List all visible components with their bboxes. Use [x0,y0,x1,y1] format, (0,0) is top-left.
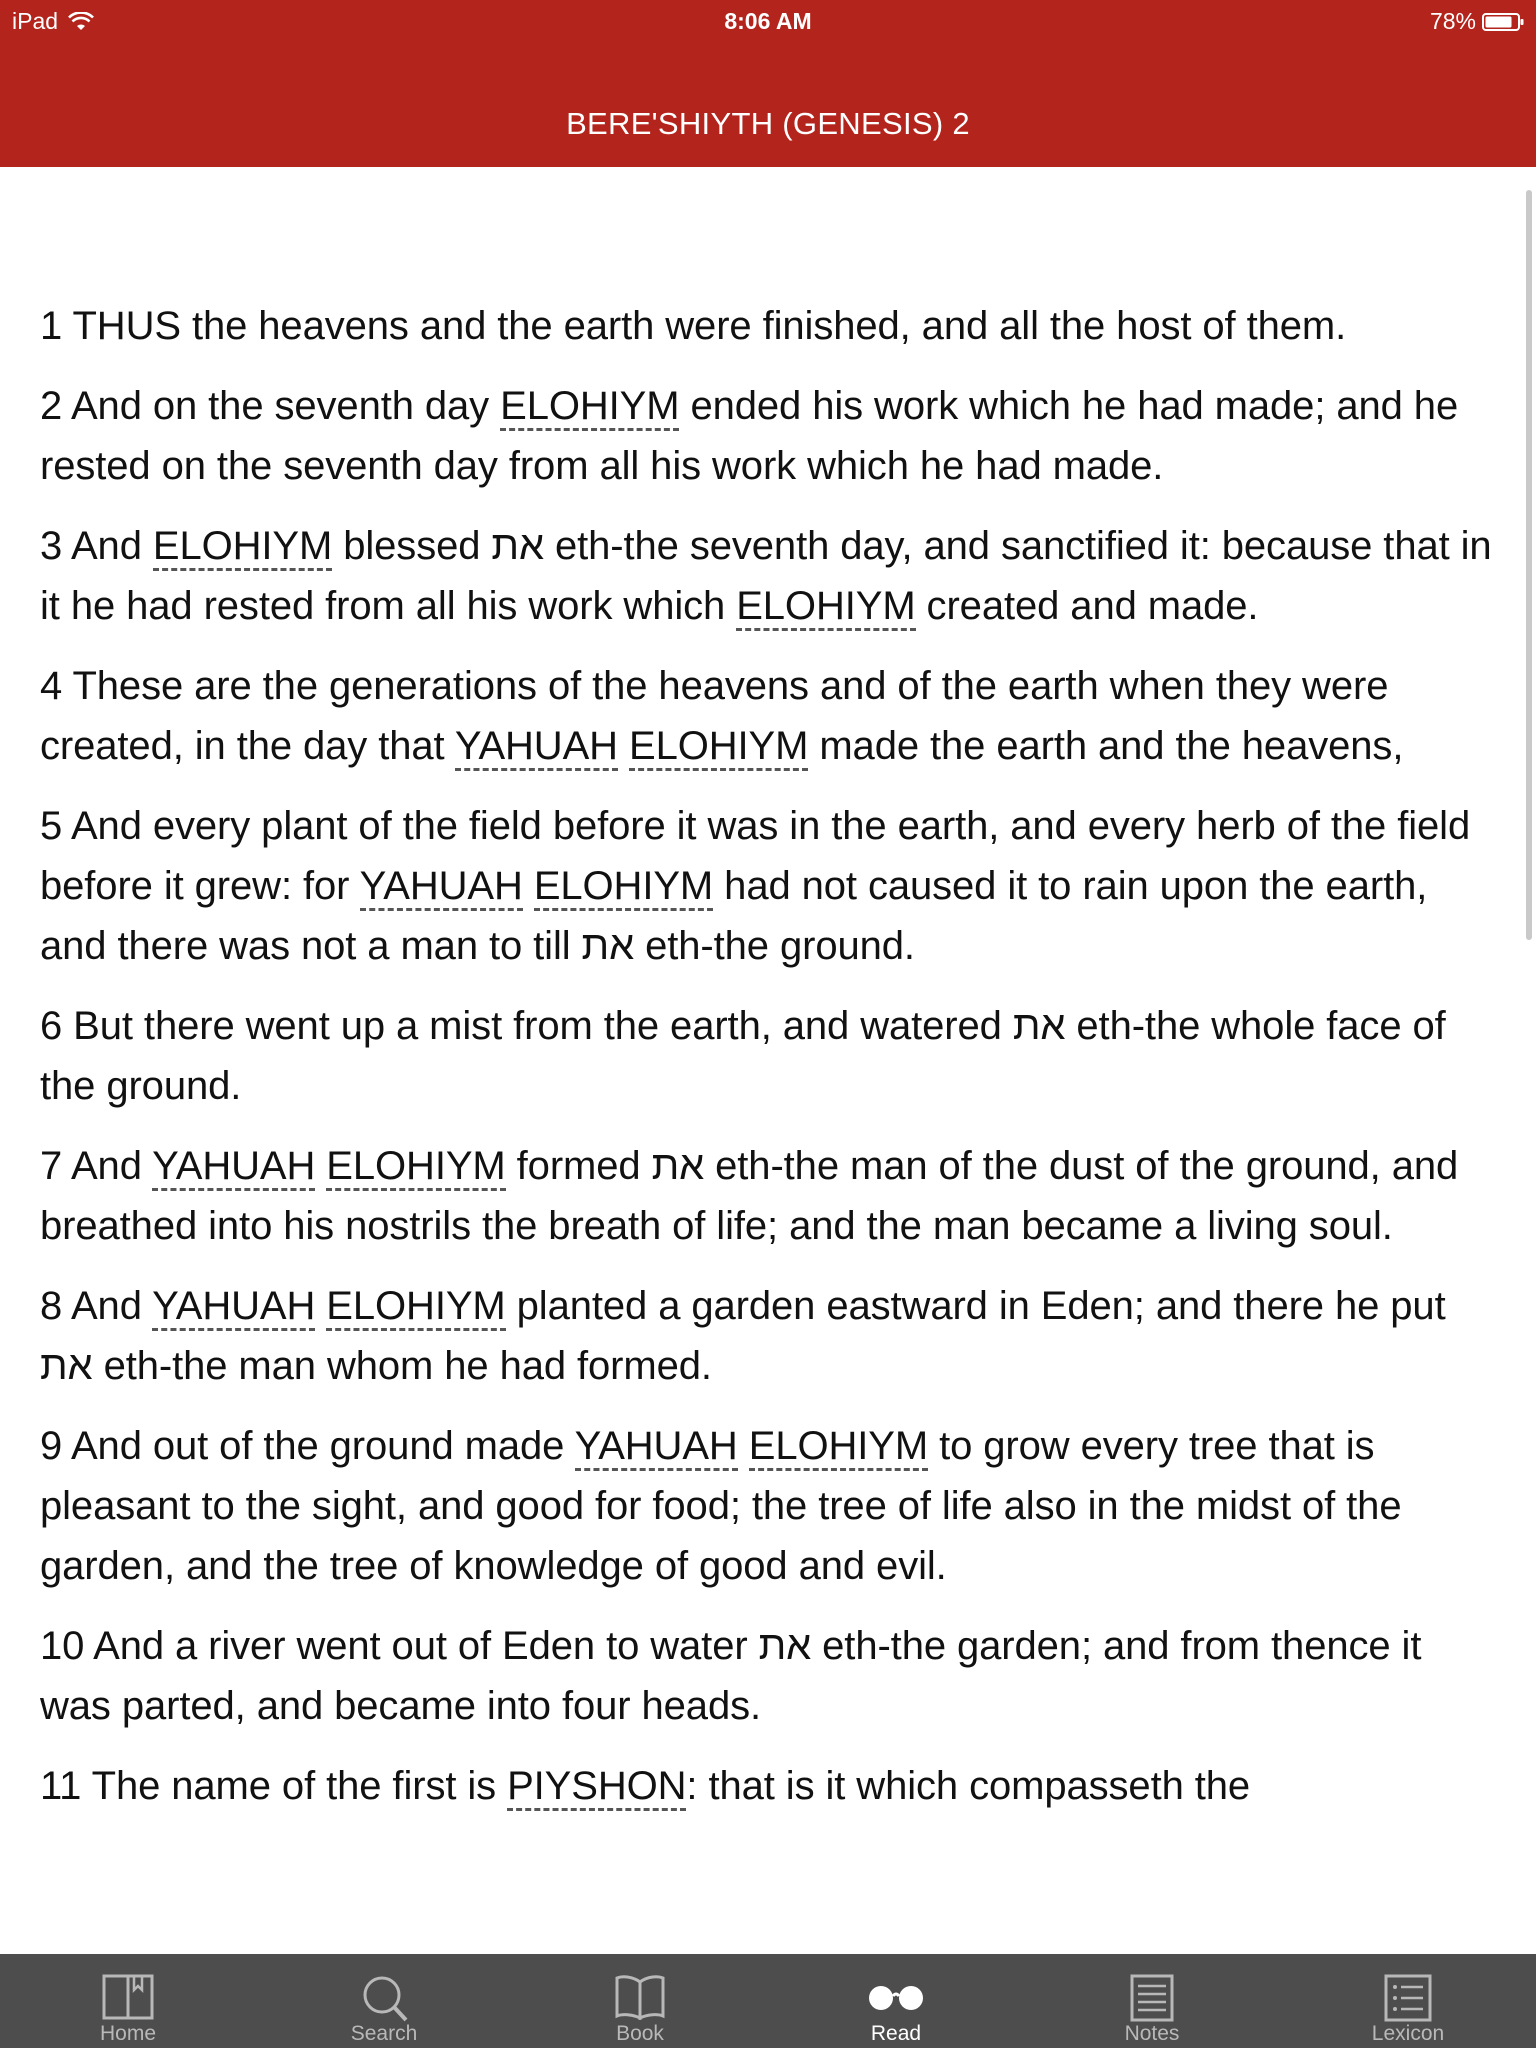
tab-read[interactable] [768,1954,1024,2048]
chapter-text [40,296,1500,1954]
verse-text: had not caused it to rain upon the earth, and there was not a man to till את eth-the ground. [40,864,1428,968]
verse-text: made the earth and the heavens, [808,724,1404,768]
divine-name-link[interactable]: PIYSHON [507,1764,686,1811]
tab-book[interactable] [512,1954,768,2048]
tab-lexicon-label: Lexicon [1371,2022,1445,2045]
tab-notes[interactable] [1024,1954,1280,2048]
device-label: iPad [12,8,59,34]
lexicon-list-icon [1382,1974,1434,2022]
verse[interactable] [40,1416,1500,1596]
verse[interactable] [40,796,1500,976]
divine-name-link[interactable]: ELOHIYM [326,1284,505,1331]
divine-name-link[interactable]: YAHUAH [360,864,523,911]
verse-number: 8 [40,1284,63,1328]
page-title: BERE'SHIYTH (GENESIS) 2 [566,106,970,141]
reading-glasses-icon [866,1974,926,2020]
battery-percent: 78% [1429,8,1476,34]
tab-search[interactable] [256,1954,512,2048]
verse-text [315,1144,326,1188]
divine-name-link[interactable]: YAHUAH [152,1284,315,1331]
divine-name-link[interactable]: ELOHIYM [153,524,332,571]
verse-text: And [70,1144,153,1188]
verse[interactable] [40,1756,1500,1816]
verse-number: 9 [40,1424,63,1468]
divine-name-link[interactable]: ELOHIYM [534,864,713,911]
status-right [1430,8,1524,35]
verse-text: And out of the ground made [70,1424,575,1468]
home-book-icon [102,1974,154,2020]
verse-number: 11 [40,1764,82,1808]
verse-number: 2 [40,384,63,428]
battery-icon [1482,12,1524,32]
verse-number: 7 [40,1144,63,1188]
verse-text: planted a garden eastward in Eden; and there he put את eth-the man whom he had formed. [40,1284,1446,1388]
verse-text: : that is it which compasseth the [686,1764,1251,1808]
tab-home[interactable] [0,1954,256,2048]
tab-bar [0,1954,1536,2048]
verse[interactable] [40,996,1500,1116]
tab-read-label: Read [870,2022,922,2045]
divine-name-link[interactable]: ELOHIYM [629,724,808,771]
divine-name-link[interactable]: YAHUAH [152,1144,315,1191]
tab-lexicon[interactable] [1280,1954,1536,2048]
verse-text: And on the seventh day [70,384,501,428]
verse-text: And a river went out of Eden to water את eth-the garden; and from thence it was parted, and became into four heads. [40,1624,1422,1728]
verse-text [523,864,534,908]
verse-text: ended his work which he had made; and he rested on the seventh day from all his work which he had made. [40,384,1459,488]
book-icon [614,1974,666,2020]
verse-text: THUS the heavens and the earth were finished, and all the host of them. [72,304,1347,348]
tab-home-label: Home [99,2022,157,2045]
status-time: 8:06 AM [724,8,812,34]
verse-text: formed את eth-the man of the dust of the ground, and breathed into his nostrils the breath of life; and the man became a living soul. [40,1144,1459,1248]
verse[interactable] [40,1616,1500,1736]
verse-text: And every plant of the field before it was in the earth, and every herb of the field before it grew: for [40,804,1471,908]
verse-number: 6 [40,1004,63,1048]
status-bar [0,0,1536,42]
divine-name-link[interactable]: ELOHIYM [326,1144,505,1191]
verse-text [738,1424,749,1468]
verse-number: 3 [40,524,63,568]
divine-name-link[interactable]: YAHUAH [455,724,618,771]
verse[interactable] [40,656,1500,776]
verse-number: 1 [40,304,63,348]
verse-text: blessed את eth-the seventh day, and sanctified it: because that in it he had rested from all his work which [40,524,1492,628]
verse[interactable] [40,1136,1500,1256]
divine-name-link[interactable]: YAHUAH [575,1424,738,1471]
verse-text: The name of the first is [91,1764,508,1808]
divine-name-link[interactable]: ELOHIYM [749,1424,928,1471]
search-icon [358,1974,410,2022]
verse[interactable] [40,376,1500,496]
tab-search-label: Search [350,2022,418,2045]
verse-number: 10 [40,1624,85,1668]
tab-notes-label: Notes [1124,2022,1180,2045]
verse-number: 5 [40,804,63,848]
verse-text: But there went up a mist from the earth, and watered את eth-the whole face of the ground. [40,1004,1446,1108]
divine-name-link[interactable]: ELOHIYM [736,584,915,631]
verse[interactable] [40,1276,1500,1396]
verse[interactable] [40,296,1500,356]
verse-number: 4 [40,664,63,708]
verse-text: And [70,524,153,568]
verse-text: And [70,1284,153,1328]
verse[interactable] [40,516,1500,636]
notes-icon [1126,1974,1178,2022]
tab-book-label: Book [616,2022,664,2045]
header-bar [0,0,1536,167]
verse-text [315,1284,326,1328]
verse-text: created and made. [915,584,1259,628]
verse-text [618,724,629,768]
verse-text: These are the generations of the heavens and of the earth when they were created, in the day that [40,664,1389,768]
divine-name-link[interactable]: ELOHIYM [500,384,679,431]
verse-text: to grow every tree that is pleasant to the sight, and good for food; the tree of life also in the midst of the garden, and the tree of knowledge of good and evil. [40,1424,1402,1588]
scroll-indicator[interactable] [1526,190,1532,940]
